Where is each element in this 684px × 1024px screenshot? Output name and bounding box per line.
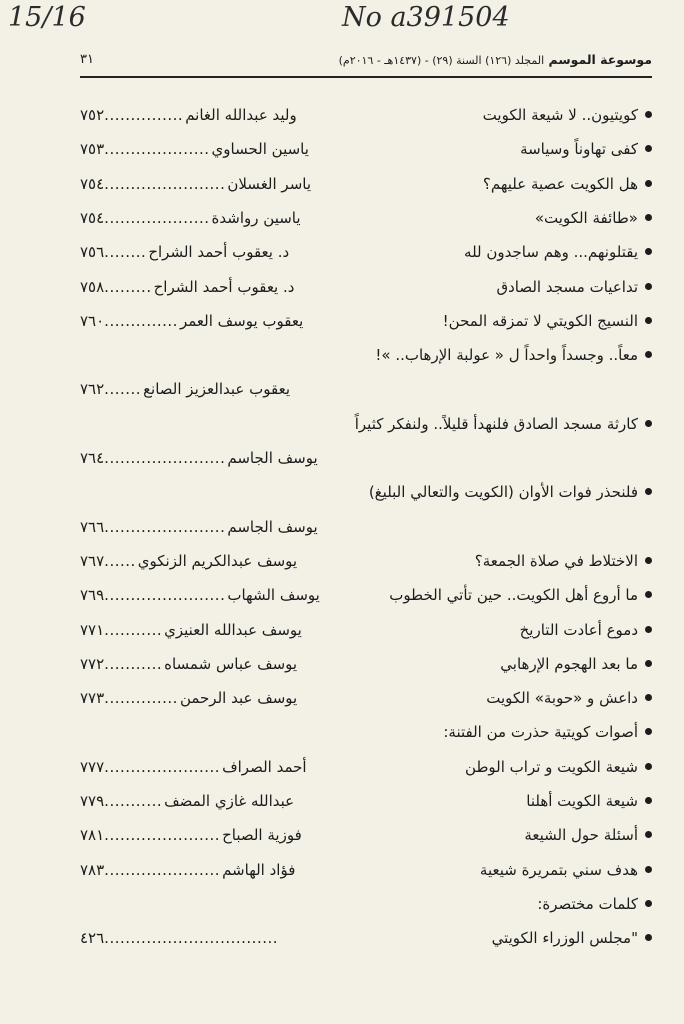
toc-title: هدف سني بتمريرة شيعية [479, 861, 638, 879]
toc-author: ياسين رواشدة [211, 209, 301, 227]
toc-row [80, 409, 652, 439]
bullet-icon [645, 626, 652, 633]
toc-title: «طائفة الكويت» [534, 209, 638, 227]
bullet-icon [645, 763, 652, 770]
toc-author: يوسف الشهاب [227, 586, 320, 604]
leader-dots: ........... [104, 621, 163, 639]
toc-author: فوزية الصباح [222, 826, 302, 844]
toc-page-number: ٤٢٦ [80, 929, 105, 947]
toc-page-number: ٧٧٢ [80, 655, 105, 673]
toc-author-page [80, 134, 309, 164]
toc-author-page [80, 169, 311, 199]
toc-author: وليد عبدالله الغانم [185, 106, 297, 124]
toc-row [80, 615, 652, 645]
toc-title: كفى تهاوناً وسياسة [520, 140, 638, 158]
toc-author: ياسر الغسلان [227, 175, 312, 193]
bullet-icon [645, 420, 652, 427]
toc-title: تداعيات مسجد الصادق [496, 278, 638, 296]
toc-author-page [80, 615, 302, 645]
toc-page-number: ٧٧٩ [80, 792, 105, 810]
bullet-icon [645, 797, 652, 804]
toc-page-number: ٧٧١ [80, 621, 105, 639]
toc-author: يوسف عبدالله العنيزي [164, 621, 302, 639]
toc-row [80, 683, 652, 713]
toc-title: معاً.. وجسداً واحداً ل « عولبة الإرهاب.. »! [375, 346, 638, 364]
leader-dots: ....................... [104, 175, 226, 193]
toc-row [80, 272, 652, 302]
toc-row [80, 100, 652, 130]
toc-author-page [80, 580, 320, 610]
toc-row [80, 477, 652, 507]
running-header [80, 48, 652, 74]
toc-row [80, 889, 652, 919]
bullet-icon [645, 728, 652, 735]
toc-row [80, 374, 652, 404]
toc-title: شيعة الكويت و تراب الوطن [465, 758, 638, 776]
toc-author-page [80, 272, 294, 302]
toc-author: د. يعقوب أحمد الشراح [148, 243, 290, 261]
toc-author: فؤاد الهاشم [222, 861, 296, 879]
bullet-icon [645, 317, 652, 324]
toc-title: النسيج الكويتي لا تمزقه المحن! [442, 312, 638, 330]
toc-author-page [80, 237, 289, 267]
bullet-icon [645, 145, 652, 152]
toc-author: يوسف الجاسم [227, 449, 318, 467]
bullet-icon [645, 900, 652, 907]
bullet-icon [645, 214, 652, 221]
toc-title: أسئلة حول الشيعة [524, 826, 638, 844]
toc-title: "مجلس الوزراء الكويتي [491, 929, 638, 947]
bullet-icon [645, 831, 652, 838]
leader-dots: ...................... [104, 758, 221, 776]
toc-author-page [80, 820, 302, 850]
toc-row [80, 820, 652, 850]
bullet-icon [645, 283, 652, 290]
toc-row [80, 717, 652, 747]
leader-dots: .............. [104, 312, 178, 330]
toc-author-page [80, 512, 318, 542]
leader-dots: ........... [104, 792, 163, 810]
bullet-icon [645, 694, 652, 701]
toc-author: يوسف عبدالكريم الزنكوي [137, 552, 298, 570]
toc-author: د. يعقوب أحمد الشراح [153, 278, 295, 296]
leader-dots: ...... [104, 552, 136, 570]
toc-row [80, 134, 652, 164]
toc-page-number: ٧٥٤ [80, 209, 105, 227]
toc-title: أصوات كويتية حذرت من الفتنة: [443, 723, 638, 741]
toc-author-page [80, 855, 295, 885]
toc-row [80, 237, 652, 267]
toc-author: يوسف عبد الرحمن [179, 689, 298, 707]
toc-title: كارثة مسجد الصادق فلنهدأ قليلاً.. ولنفكر كثيراً [354, 415, 638, 433]
toc-author-page [80, 306, 303, 336]
toc-row [80, 203, 652, 233]
bullet-icon [645, 866, 652, 873]
toc-title: هل الكويت عصية عليهم؟ [482, 175, 638, 193]
leader-dots: ....................... [104, 586, 226, 604]
bullet-icon [645, 488, 652, 495]
leader-dots: ....................... [104, 449, 226, 467]
toc-author: ياسين الحساوي [211, 140, 309, 158]
toc-author: يعقوب عبدالعزيز الصانع [143, 380, 290, 398]
bullet-icon [645, 180, 652, 187]
toc-author-page [80, 649, 297, 679]
toc-page-number: ٧٦٩ [80, 586, 105, 604]
leader-dots: ....... [104, 380, 142, 398]
toc-row [80, 306, 652, 336]
toc-title: فلنحذر فوات الأوان (الكويت والتعالي البليغ) [368, 483, 638, 501]
toc-page-number: ٧٦٤ [80, 449, 105, 467]
toc-page-number: ٧٥٦ [80, 243, 105, 261]
leader-dots: ............... [104, 106, 184, 124]
toc-page-number: ٧٨٣ [80, 861, 105, 879]
toc-row [80, 855, 652, 885]
toc-page-number: ٧٥٢ [80, 106, 105, 124]
toc-title: دموع أعادت التاريخ [519, 621, 638, 639]
toc-page-number: ٧٨١ [80, 826, 105, 844]
leader-dots: .............. [104, 689, 178, 707]
toc-row [80, 923, 652, 953]
bullet-icon [645, 111, 652, 118]
leader-dots: ....................... [104, 518, 226, 536]
toc-author: يوسف الجاسم [227, 518, 318, 536]
toc-author-page [80, 923, 280, 953]
toc-author-page [80, 752, 307, 782]
toc-row [80, 580, 652, 610]
toc-page-number: ٧٥٣ [80, 140, 105, 158]
toc-row [80, 512, 652, 542]
leader-dots: ........... [104, 655, 163, 673]
toc-page-number: ٧٥٤ [80, 175, 105, 193]
leader-dots: ......... [104, 278, 152, 296]
toc-title: ما بعد الهجوم الإرهابي [500, 655, 638, 673]
journal-name: موسوعة الموسم [548, 52, 652, 67]
toc-page-number: ٧٦٢ [80, 380, 105, 398]
toc-author: يعقوب يوسف العمر [179, 312, 304, 330]
toc-row [80, 443, 652, 473]
handwritten-page-ref: 15/16 [8, 2, 86, 33]
toc-author-page [80, 100, 297, 130]
toc-title: كلمات مختصرة: [537, 895, 638, 913]
toc-author: أحمد الصراف [222, 758, 307, 776]
toc-author-page [80, 203, 301, 233]
toc-row [80, 786, 652, 816]
toc-author-page [80, 374, 290, 404]
leader-dots: ................................. [104, 929, 279, 947]
journal-issue: المجلد (١٢٦) السنة (٢٩) - (١٤٣٧هـ - ٢٠١٦م) [338, 54, 545, 67]
toc-title: يقتلونهم... وهم ساجدون لله [464, 243, 638, 261]
toc-page-number: ٧٧٣ [80, 689, 105, 707]
toc-row [80, 752, 652, 782]
bullet-icon [645, 591, 652, 598]
page-number: ٣١ [80, 52, 94, 67]
toc-author-page [80, 443, 318, 473]
leader-dots: ........ [104, 243, 147, 261]
handwritten-accession-number: No a391504 [342, 2, 510, 33]
toc-page-number: ٧٦٧ [80, 552, 105, 570]
toc-title: شيعة الكويت أهلنا [526, 792, 638, 810]
toc-row [80, 649, 652, 679]
toc-author-page [80, 546, 297, 576]
toc-page-number: ٧٥٨ [80, 278, 105, 296]
toc-author: عبدالله غازي المضف [164, 792, 295, 810]
toc-row [80, 340, 652, 370]
toc-author-page [80, 683, 297, 713]
leader-dots: ...................... [104, 861, 221, 879]
bullet-icon [645, 660, 652, 667]
toc-title: داعش و «حوبة» الكويت [486, 689, 638, 707]
toc-author-page [80, 786, 294, 816]
journal-title [339, 52, 652, 67]
toc-page-number: ٧٦٦ [80, 518, 105, 536]
toc-author: يوسف عباس شمساه [164, 655, 298, 673]
leader-dots: .................... [104, 140, 210, 158]
toc-page-number: ٧٦٠ [80, 312, 105, 330]
header-rule [80, 76, 652, 78]
bullet-icon [645, 351, 652, 358]
toc-title: الاختلاط في صلاة الجمعة؟ [474, 552, 638, 570]
toc-title: كويتيون.. لا شيعة الكويت [482, 106, 638, 124]
leader-dots: .................... [104, 209, 210, 227]
toc-row [80, 546, 652, 576]
toc-page-number: ٧٧٧ [80, 758, 105, 776]
bullet-icon [645, 248, 652, 255]
bullet-icon [645, 557, 652, 564]
toc-row [80, 169, 652, 199]
leader-dots: ...................... [104, 826, 221, 844]
bullet-icon [645, 934, 652, 941]
toc-title: ما أروع أهل الكويت.. حين تأتي الخطوب [389, 586, 638, 604]
